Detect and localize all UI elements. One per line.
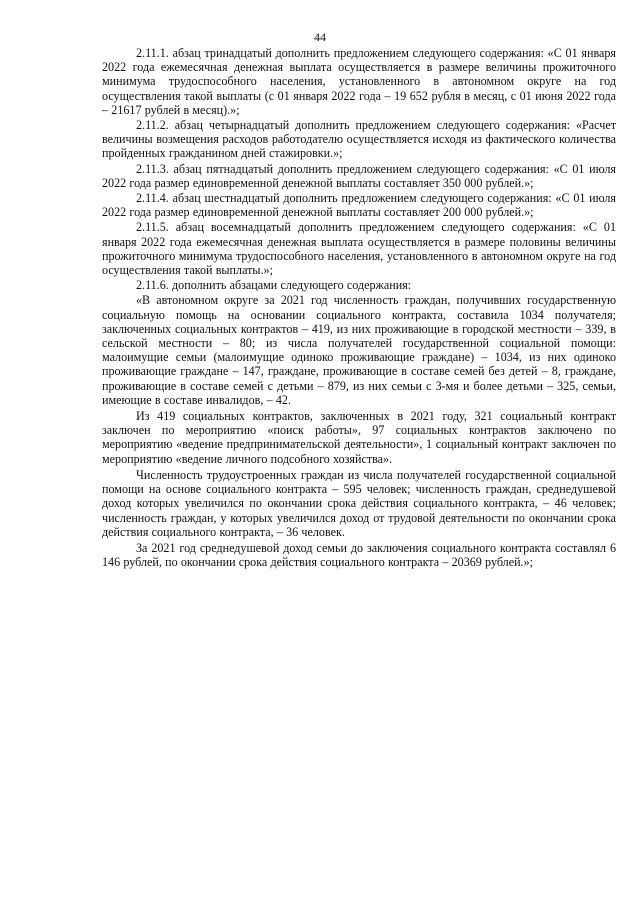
paragraph-2-11-2: 2.11.2. абзац четырнадцатый дополнить предложением следующего содержания: «Расчет величины возмещения расходов работодателю осуществляется исходя из фактического количества пройденных гражданином дней стажировки.»; — [102, 118, 616, 161]
paragraph-recipients-2021: «В автономном округе за 2021 год численность граждан, получивших государственную социальную помощь на основании социального контракта, составила 1034 получателя; заключенных социальных контрактов – 419, из них проживающие в городской местности – 339, в сельской местности – 80; из числа получателей государственной социальной помощи: малоимущие семьи (малоимущие одиноко проживающие граждане) – 1034, из них одиноко проживающие граждане – 147, граждане, проживающие в составе семей без детей – 8, граждане, проживающие в составе семей с детьми – 879, из них семьи с 3-мя и более детьми – 325, семьи, имеющие в составе инвалидов, – 42. — [102, 293, 616, 407]
paragraph-employment: Численность трудоустроенных граждан из числа получателей государственной социальной помощи на основе социального контракта – 595 человек; численность граждан, среднедушевой доход которых увеличился по окончании срока действия социального контракта, – 46 человек; численность граждан, у которых увеличился доход от трудовой деятельности по окончании срока действия социального контракта, – 36 человек. — [102, 467, 616, 539]
document-body — [102, 46, 616, 570]
paragraph-income: За 2021 год среднедушевой доход семьи до заключения социального контракта составлял 6 146 рублей, по окончании срока действия социального контракта – 20369 рублей.»; — [102, 540, 616, 570]
paragraph-2-11-5: 2.11.5. абзац восемнадцатый дополнить предложением следующего содержания: «С 01 января 2022 года ежемесячная денежная выплата осуществляется в размере половины величины прожиточного минимума трудоспособного населения, установленного в автономном округе на год осуществления такой выплаты.»; — [102, 220, 616, 278]
paragraph-social-contracts: Из 419 социальных контрактов, заключенных в 2021 году, 321 социальный контракт заключен по мероприятию «поиск работы», 97 социальных контрактов заключено по мероприятию «ведение предпринимательской деятельности», 1 социальный контракт заключен по мероприятию «ведение личного подсобного хозяйства». — [102, 409, 616, 466]
paragraph-2-11-4: 2.11.4. абзац шестнадцатый дополнить предложением следующего содержания: «С 01 июля 2022 года размер единовременной денежной выплаты составляет 200 000 рублей.»; — [102, 191, 616, 220]
paragraph-2-11-6: 2.11.6. дополнить абзацами следующего содержания: — [136, 278, 412, 293]
paragraph-2-11-1: 2.11.1. абзац тринадцатый дополнить предложением следующего содержания: «С 01 января 2022 года ежемесячная денежная выплата осуществляется в размере величины прожиточного минимума трудоспособного населения, установленного в автономном округе на год осуществления такой выплаты (с 01 января 2022 года – 19 652 рубля в месяц, с 01 июня 2022 года – 21617 рублей в месяц).»; — [102, 46, 616, 117]
page-number: 44 — [314, 30, 326, 44]
paragraph-2-11-3: 2.11.3. абзац пятнадцатый дополнить предложением следующего содержания: «С 01 июля 2022 года размер единовременной денежной выплаты составляет 350 000 рублей.»; — [102, 161, 616, 190]
